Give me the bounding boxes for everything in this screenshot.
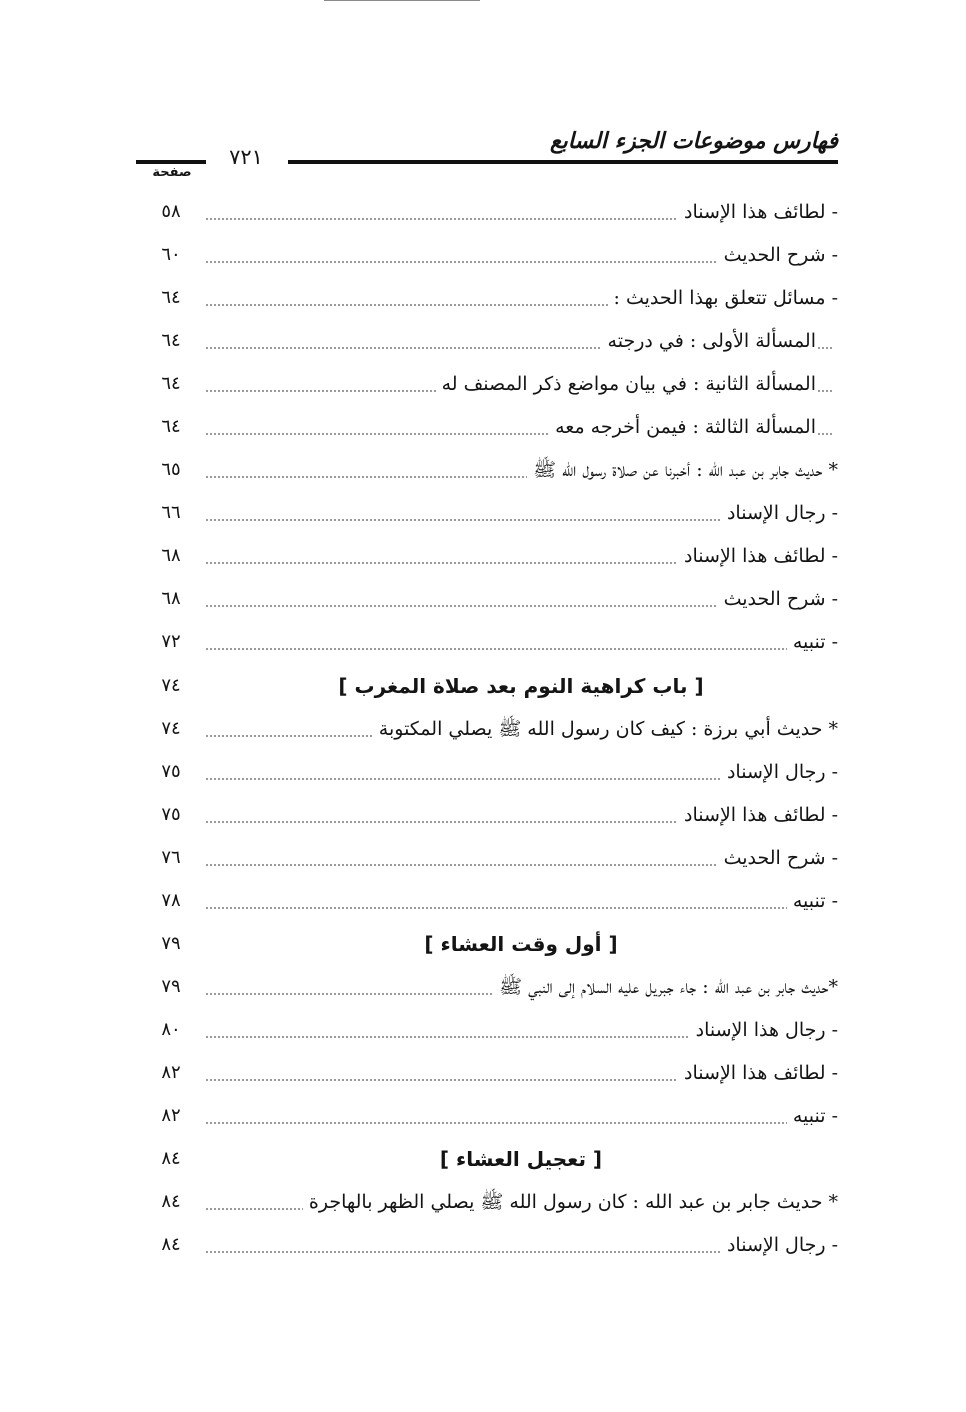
toc-entry — [0, 577, 966, 620]
toc-entry — [0, 1223, 966, 1266]
toc-page-number: ٧٢ — [161, 631, 181, 653]
header-title: فهارس موضوعات الجزء السابع — [549, 129, 838, 154]
toc-entry-text: - تنبيه — [787, 883, 838, 919]
toc-heading-text: [ تعجيل العشاء ] — [439, 1147, 603, 1172]
table-of-contents — [0, 190, 966, 1266]
toc-page-number: ٧٤ — [161, 717, 181, 739]
toc-page-number: ٧٩ — [161, 932, 181, 954]
toc-page-number: ٧٦ — [161, 846, 181, 868]
toc-page-number: ٧٥ — [161, 803, 181, 825]
toc-entry-text: - رجال الإسناد — [721, 495, 838, 531]
toc-entry-text: *حديث جابر بن عبد الله : جاء جبريل عليه السلام إلى النبي ﷺ — [493, 969, 838, 1005]
toc-page-number: ٧٨ — [161, 889, 181, 911]
toc-entry-text: المسألة الأولى : في درجته — [602, 323, 816, 359]
toc-entry-text: - رجال الإسناد — [721, 754, 838, 790]
toc-entry — [0, 319, 966, 362]
toc-page-number: ٦٦ — [161, 502, 181, 524]
toc-entry-text: - رجال الإسناد — [721, 1227, 838, 1263]
toc-entry-text: * حديث أبي برزة : كيف كان رسول الله ﷺ يصلي المكتوبة — [373, 711, 838, 747]
toc-entry — [0, 448, 966, 491]
toc-page-number: ٦٥ — [161, 459, 181, 481]
toc-page-number: ٨٤ — [161, 1191, 181, 1213]
dot-leader — [206, 1122, 832, 1124]
toc-entry — [0, 707, 966, 750]
toc-entry — [0, 534, 966, 577]
toc-entry — [0, 491, 966, 534]
toc-page-number: ٨٢ — [161, 1104, 181, 1126]
toc-page-number: ٦٤ — [161, 373, 181, 395]
toc-section-heading — [0, 664, 966, 707]
toc-entry — [0, 190, 966, 233]
toc-entry — [0, 1051, 966, 1094]
toc-entry — [0, 750, 966, 793]
toc-entry-text: المسألة الثانية : في بيان مواضع ذكر المصنف له — [436, 366, 816, 402]
toc-entry — [0, 879, 966, 922]
toc-entry-text: - لطائف هذا الإسناد — [678, 797, 838, 833]
toc-page-number: ٦٤ — [161, 416, 181, 438]
toc-entry — [0, 1008, 966, 1051]
toc-entry — [0, 620, 966, 663]
toc-page-number: ٨٤ — [161, 1234, 181, 1256]
toc-entry — [0, 1180, 966, 1223]
toc-entry-text: - شرح الحديث — [718, 237, 838, 273]
toc-page-number: ٦٤ — [161, 330, 181, 352]
toc-page-number: ٧٩ — [161, 975, 181, 997]
toc-entry-text: - لطائف هذا الإسناد — [678, 1055, 838, 1091]
toc-entry-text: - لطائف هذا الإسناد — [678, 194, 838, 230]
toc-entry-text: - تنبيه — [787, 624, 838, 660]
dot-leader — [206, 648, 832, 650]
toc-entry-text: - شرح الحديث — [718, 581, 838, 617]
toc-page-number: ٦٤ — [161, 287, 181, 309]
dot-leader — [206, 907, 832, 909]
toc-heading-text: [ أول وقت العشاء ] — [424, 931, 618, 956]
toc-section-heading — [0, 1137, 966, 1180]
toc-entry-text: - رجال هذا الإسناد — [690, 1012, 838, 1048]
toc-entry-text: - لطائف هذا الإسناد — [678, 538, 838, 574]
toc-page-number: ٧٥ — [161, 760, 181, 782]
toc-entry-text: - مسائل تتعلق بهذا الحديث : — [608, 280, 838, 316]
toc-entry — [0, 836, 966, 879]
toc-page-number: ٦٠ — [161, 244, 181, 266]
toc-page-number: ٨٢ — [161, 1061, 181, 1083]
toc-page-number: ٧٤ — [161, 674, 181, 696]
toc-entry-text: - شرح الحديث — [718, 840, 838, 876]
toc-page-number: ٦٨ — [161, 588, 181, 610]
toc-entry-text: المسألة الثالثة : فيمن أخرجه معه — [549, 409, 816, 445]
toc-page-number: ٦٨ — [161, 545, 181, 567]
toc-page-number: ٨٠ — [161, 1018, 181, 1040]
page-number: ٧٢١ — [229, 145, 263, 169]
toc-heading-text: [ باب كراهية النوم بعد صلاة المغرب ] — [338, 673, 704, 698]
toc-page-number: ٥٨ — [161, 201, 181, 222]
toc-entry-text: * حديث جابر بن عبد الله : أخبرنا عن صلاة رسول الله ﷺ — [527, 452, 838, 488]
header-rule — [288, 160, 838, 164]
toc-entry — [0, 362, 966, 405]
toc-entry — [0, 1094, 966, 1137]
top-edge-rule — [324, 0, 480, 1]
toc-entry — [0, 793, 966, 836]
toc-entry — [0, 276, 966, 319]
toc-page-number: ٨٤ — [161, 1148, 181, 1170]
toc-section-heading — [0, 922, 966, 965]
toc-entry — [0, 233, 966, 276]
page-column-header: صفحة — [152, 165, 192, 180]
toc-entry-text: * حديث جابر بن عبد الله : كان رسول الله ﷺ يصلي الظهر بالهاجرة — [303, 1184, 838, 1220]
toc-entry — [0, 965, 966, 1008]
toc-entry — [0, 405, 966, 448]
toc-entry-text: - تنبيه — [787, 1098, 838, 1134]
